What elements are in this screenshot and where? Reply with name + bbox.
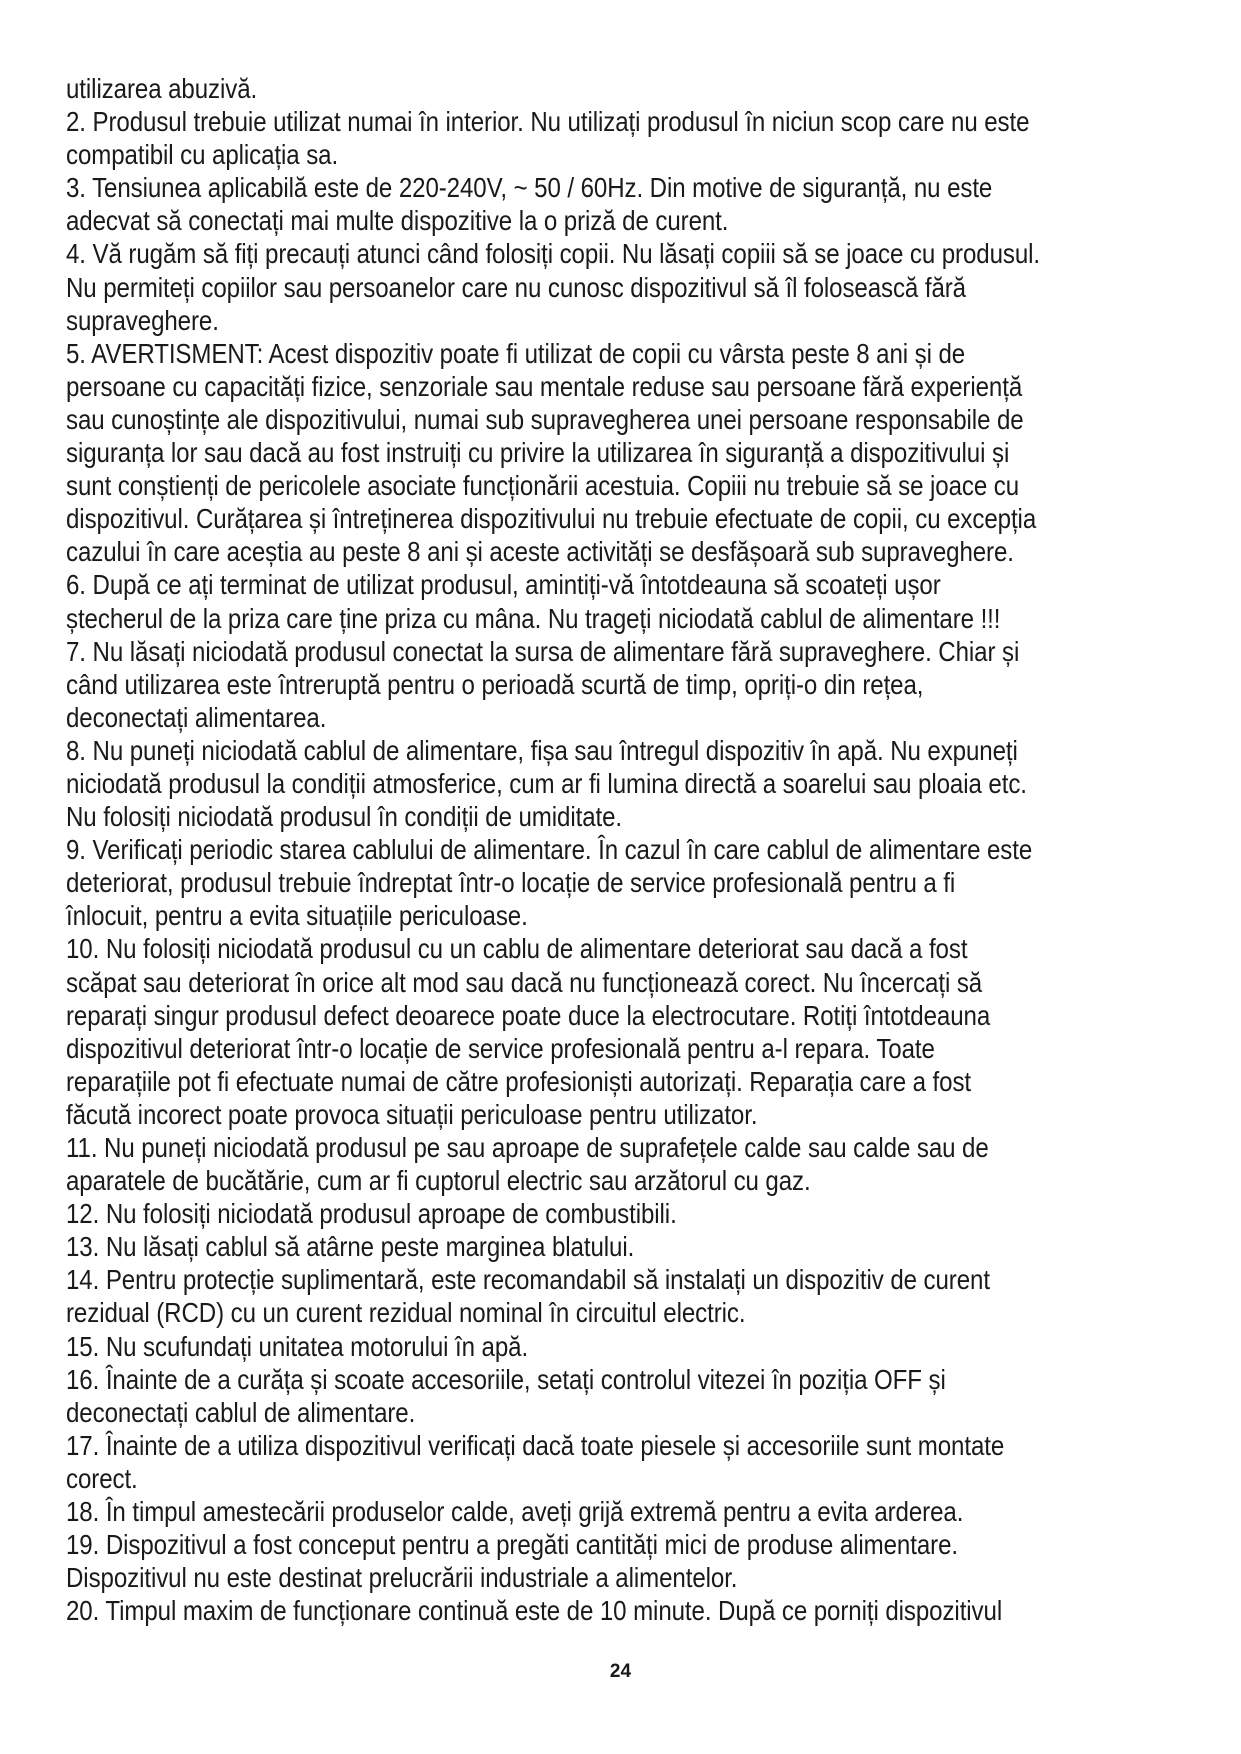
text-line: 6. După ce ați terminat de utilizat produsul, amintiți-vă întotdeauna să scoateți ușor xyxy=(66,569,941,601)
text-line: 7. Nu lăsați niciodată produsul conectat la sursa de alimentare fără supraveghere. Chiar și xyxy=(66,635,1020,667)
text-line: 15. Nu scufundați unitatea motorului în apă. xyxy=(66,1330,529,1362)
text-line: 18. În timpul amestecării produselor calde, aveți grijă extremă pentru a evita arderea. xyxy=(66,1496,964,1528)
text-line: deconectați cablul de alimentare. xyxy=(66,1396,416,1428)
text-line: supraveghere. xyxy=(66,304,219,336)
text-line: sunt conștienți de pericolele asociate funcționării acestuia. Copiii nu trebuie să se joace cu xyxy=(66,470,1020,502)
safety-instructions-text xyxy=(66,72,1216,1627)
text-line: 4. Vă rugăm să fiți precauți atunci când folosiți copii. Nu lăsați copiii să se joace cu produsul. xyxy=(66,238,1041,270)
text-line: deteriorat, produsul trebuie îndreptat într-o locație de service profesională pentru a fi xyxy=(66,867,956,899)
page-number: 24 xyxy=(609,1661,632,1682)
text-line: siguranța lor sau dacă au fost instruiți cu privire la utilizarea în siguranță a dispozitivului și xyxy=(66,437,1010,469)
text-line: 20. Timpul maxim de funcționare continuă este de 10 minute. După ce porniți dispozitivul xyxy=(66,1595,1003,1627)
text-line: 12. Nu folosiți niciodată produsul aproape de combustibili. xyxy=(66,1198,677,1230)
text-line: 2. Produsul trebuie utilizat numai în interior. Nu utilizați produsul în niciun scop care nu este xyxy=(66,106,1030,138)
text-line: persoane cu capacități fizice, senzoriale sau mentale reduse sau persoane fără experiență xyxy=(66,370,1023,402)
text-line: 13. Nu lăsați cablul să atârne peste marginea blatului. xyxy=(66,1231,635,1263)
text-line: 16. Înainte de a curăța și scoate accesoriile, setați controlul vitezei în poziția OFF și xyxy=(66,1363,946,1395)
text-line: dispozitivul. Curățarea și întreținerea dispozitivului nu trebuie efectuate de copii, cu excepția xyxy=(66,503,1037,535)
text-line: rezidual (RCD) cu un curent rezidual nominal în circuitul electric. xyxy=(66,1297,746,1329)
text-line: scăpat sau deteriorat în orice alt mod sau dacă nu funcționează corect. Nu încercați să xyxy=(66,966,983,998)
text-line: 10. Nu folosiți niciodată produsul cu un cablu de alimentare deteriorat sau dacă a fost xyxy=(66,933,968,965)
text-line: reparațiile pot fi efectuate numai de către profesioniști autorizați. Reparația care a fost xyxy=(66,1065,972,1097)
text-line: 14. Pentru protecție suplimentară, este recomandabil să instalați un dispozitiv de curent xyxy=(66,1264,990,1296)
text-line: compatibil cu aplicația sa. xyxy=(66,139,339,171)
text-line: deconectați alimentarea. xyxy=(66,701,327,733)
text-line: Nu folosiți niciodată produsul în condiții de umiditate. xyxy=(66,801,623,833)
text-line: când utilizarea este întreruptă pentru o perioadă scurtă de timp, opriți-o din rețea, xyxy=(66,668,924,700)
text-line: Dispozitivul nu este destinat prelucrării industriale a alimentelor. xyxy=(66,1562,738,1594)
text-line: ștecherul de la priza care ține priza cu mâna. Nu trageți niciodată cablul de alimentare !!! xyxy=(66,602,1001,634)
text-line: niciodată produsul la condiții atmosferice, cum ar fi lumina directă a soarelui sau ploaia etc. xyxy=(66,767,1027,799)
text-line: 3. Tensiunea aplicabilă este de 220-240V, ~ 50 / 60Hz. Din motive de siguranță, nu este xyxy=(66,172,993,204)
text-line: 5. AVERTISMENT: Acest dispozitiv poate fi utilizat de copii cu vârsta peste 8 ani și de xyxy=(66,337,966,369)
text-line: făcută incorect poate provoca situații periculoase pentru utilizator. xyxy=(66,1098,758,1130)
text-line: 19. Dispozitivul a fost conceput pentru a pregăti cantități mici de produse alimentare. xyxy=(66,1529,958,1561)
text-line: adecvat să conectați mai multe dispozitive la o priză de curent. xyxy=(66,205,729,237)
text-line: înlocuit, pentru a evita situațiile periculoase. xyxy=(66,900,528,932)
text-line: Nu permiteți copiilor sau persoanelor care nu cunosc dispozitivul să îl folosească fără xyxy=(66,271,966,303)
text-line: reparați singur produsul defect deoarece poate duce la electrocutare. Rotiți întotdeauna xyxy=(66,999,991,1031)
text-line: aparatele de bucătărie, cum ar fi cuptorul electric sau arzătorul cu gaz. xyxy=(66,1165,811,1197)
text-line: 9. Verificați periodic starea cablului de alimentare. În cazul în care cablul de alimentare este xyxy=(66,834,1033,866)
text-line: 11. Nu puneți niciodată produsul pe sau aproape de suprafețele calde sau calde sau de xyxy=(66,1132,989,1163)
text-line: corect. xyxy=(66,1462,138,1494)
text-line: 17. Înainte de a utiliza dispozitivul verificați dacă toate piesele și accesoriile sunt montate xyxy=(66,1429,1005,1461)
text-line: dispozitivul deteriorat într-o locație de service profesională pentru a-l repara. Toate xyxy=(66,1032,935,1064)
text-line: 8. Nu puneți niciodată cablul de alimentare, fișa sau întregul dispozitiv în apă. Nu expuneți xyxy=(66,734,1018,766)
text-line: cazului în care aceștia au peste 8 ani și aceste activități se desfășoară sub supraveghere. xyxy=(66,536,1014,568)
text-line: utilizarea abuzivă. xyxy=(66,73,258,104)
text-line: sau cunoștințe ale dispozitivului, numai sub supravegherea unei persoane responsabile de xyxy=(66,403,1024,435)
